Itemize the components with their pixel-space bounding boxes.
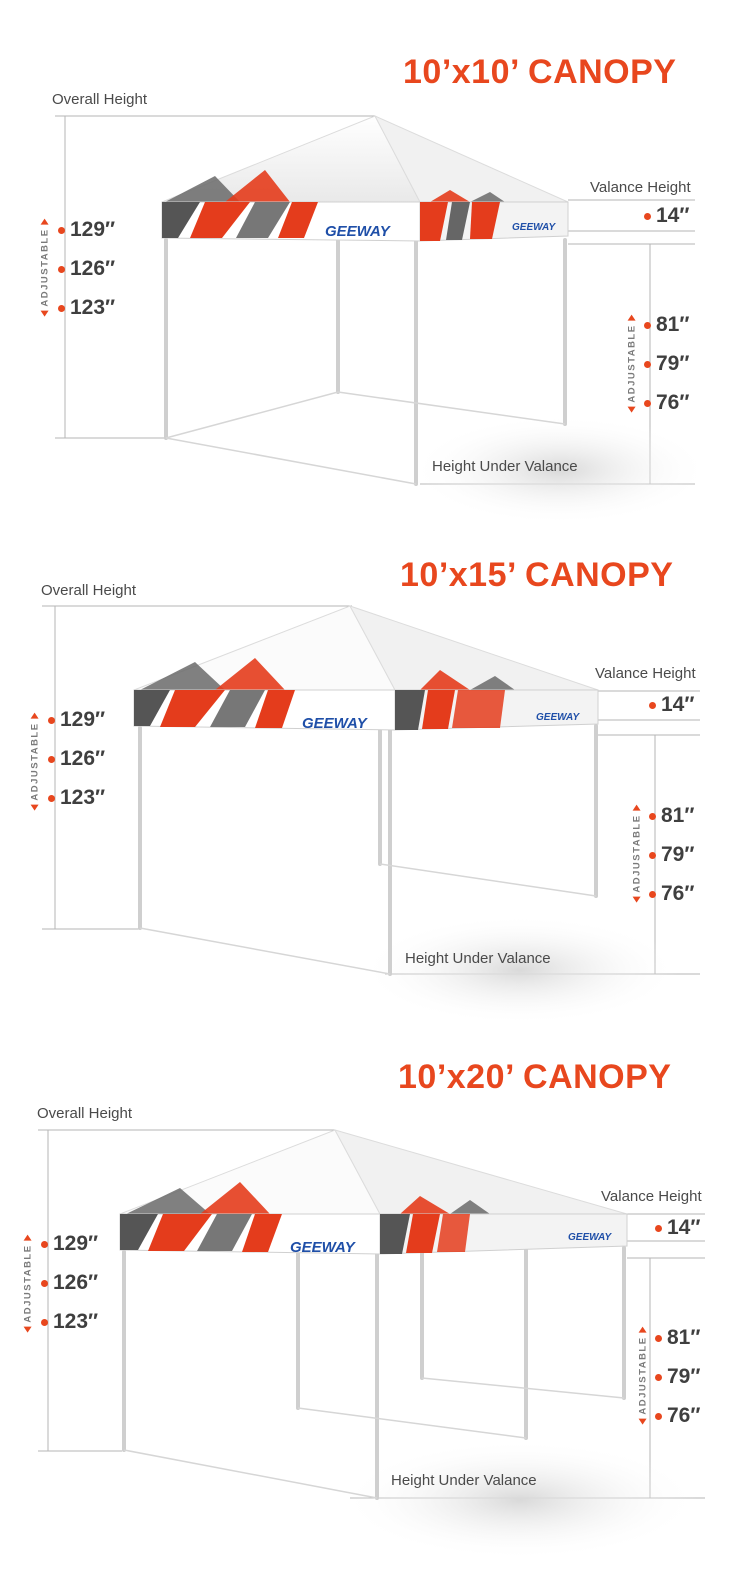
adjustable-indicator: ADJUSTABLE <box>23 1234 34 1332</box>
canopy-title: 10’x15’ CANOPY <box>400 556 674 594</box>
canopy-panel-10x20 <box>0 1030 750 1585</box>
under-valance-value: 79″ <box>655 1365 700 1389</box>
overall-height-value: 123″ <box>48 786 105 810</box>
under-valance-value: 79″ <box>649 843 694 867</box>
height-under-valance-label: Height Under Valance <box>391 1472 537 1489</box>
overall-height-label: Overall Height <box>41 582 137 599</box>
valance-height-value: 14″ <box>649 693 694 717</box>
canopy-illustration <box>0 530 750 1030</box>
brand-logo: GEEWAY <box>302 715 367 732</box>
overall-height-value: 129″ <box>58 218 115 242</box>
canopy-title: 10’x10’ CANOPY <box>403 53 677 91</box>
under-valance-value: 76″ <box>655 1404 700 1428</box>
adjustable-indicator: ADJUSTABLE <box>30 712 41 810</box>
under-valance-value: 81″ <box>644 313 689 337</box>
brand-logo: GEEWAY <box>512 222 556 233</box>
overall-height-value: 123″ <box>41 1310 98 1334</box>
brand-logo: GEEWAY <box>536 712 580 723</box>
overall-height-value: 126″ <box>41 1271 98 1295</box>
brand-logo: GEEWAY <box>325 223 390 240</box>
brand-logo: GEEWAY <box>568 1232 612 1243</box>
overall-height-value: 126″ <box>58 257 115 281</box>
height-under-valance-label: Height Under Valance <box>432 458 578 475</box>
valance-height-label: Valance Height <box>590 179 691 196</box>
under-valance-value: 76″ <box>649 882 694 906</box>
canopy-panel-10x15 <box>0 530 750 1030</box>
overall-height-value: 129″ <box>41 1232 98 1256</box>
overall-height-value: 129″ <box>48 708 105 732</box>
adjustable-indicator: ADJUSTABLE <box>40 218 51 316</box>
height-under-valance-label: Height Under Valance <box>405 950 551 967</box>
adjustable-indicator: ADJUSTABLE <box>632 804 643 902</box>
valance-height-label: Valance Height <box>601 1188 702 1205</box>
overall-height-label: Overall Height <box>52 91 148 108</box>
brand-logo: GEEWAY <box>290 1239 355 1256</box>
valance-height-label: Valance Height <box>595 665 696 682</box>
overall-height-label: Overall Height <box>37 1105 133 1122</box>
canopy-panel-10x10 <box>0 0 750 530</box>
under-valance-value: 79″ <box>644 352 689 376</box>
overall-height-value: 126″ <box>48 747 105 771</box>
under-valance-value: 81″ <box>649 804 694 828</box>
valance-height-value: 14″ <box>655 1216 700 1240</box>
adjustable-indicator: ADJUSTABLE <box>627 314 638 412</box>
overall-height-value: 123″ <box>58 296 115 320</box>
adjustable-indicator: ADJUSTABLE <box>638 1326 649 1424</box>
under-valance-value: 81″ <box>655 1326 700 1350</box>
canopy-title: 10’x20’ CANOPY <box>398 1058 672 1096</box>
under-valance-value: 76″ <box>644 391 689 415</box>
valance-height-value: 14″ <box>644 204 689 228</box>
